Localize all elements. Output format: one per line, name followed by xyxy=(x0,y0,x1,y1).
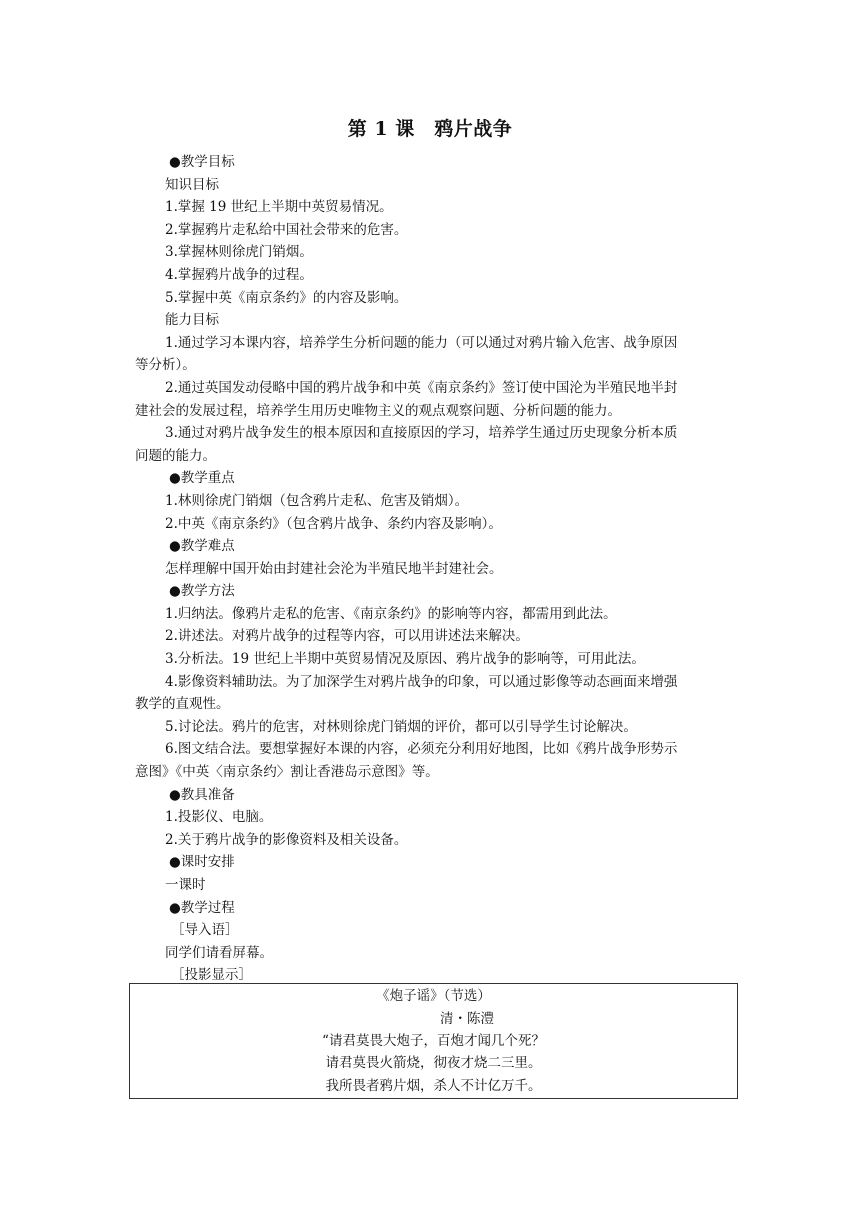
projection-label: ［投影显示］ xyxy=(171,967,252,984)
subheading-ability: 能力目标 xyxy=(165,312,219,329)
key-point-item: 2.中英《南京条约》（包含鸦片战争、条约内容及影响）。 xyxy=(165,515,502,532)
poem-line: 请君莫畏火箭烧，彻夜才烧二三里。 xyxy=(325,1055,542,1071)
knowledge-item: 1.掌握 19 世纪上半期中英贸易情况。 xyxy=(165,199,393,216)
poem-line: 我所畏者鸦片烟，杀人不计亿万千。 xyxy=(325,1078,542,1094)
method-item: 2.讲述法。对鸦片战争的过程等内容，可以用讲述法来解决。 xyxy=(165,628,529,645)
poem-box xyxy=(129,983,738,1099)
ability-item: 1.通过学习本课内容，培养学生分析问题的能力（可以通过对鸦片输入危害、战争原因 等分析）。 xyxy=(135,334,678,374)
section-heading-process: ●教学过程 xyxy=(169,899,235,916)
poem-title: 《炮子谣》（节选） xyxy=(376,988,491,1004)
method-item: 4.影像资料辅助法。为了加深学生对鸦片战争的印象，可以通过影像等动态画面来增强 教学的直观性。 xyxy=(135,673,678,713)
section-heading-key-points: ●教学重点 xyxy=(169,470,235,487)
subheading-knowledge: 知识目标 xyxy=(165,176,219,193)
section-heading-objectives: ●教学目标 xyxy=(169,154,235,170)
tool-item: 1.投影仪、电脑。 xyxy=(165,809,273,826)
intro-text: 同学们请看屏幕。 xyxy=(165,944,273,961)
ability-item: 3.通过对鸦片战争发生的根本原因和直接原因的学习，培养学生通过历史现象分析本质 问题的能力。 xyxy=(135,425,678,464)
tool-item: 2.关于鸦片战争的影像资料及相关设备。 xyxy=(165,831,408,848)
knowledge-item: 5.掌握中英《南京条约》的内容及影响。 xyxy=(165,289,408,306)
section-heading-methods: ●教学方法 xyxy=(169,583,235,600)
knowledge-item: 2.掌握鸦片走私给中国社会带来的危害。 xyxy=(165,221,408,238)
lesson-title: 第 1 课 鸦片战争 xyxy=(347,118,513,140)
intro-label: ［导入语］ xyxy=(171,922,239,939)
ability-item: 2.通过英国发动侵略中国的鸦片战争和中英《南京条约》签订使中国沦为半殖民地半封 建社会的发展过程，培养学生用历史唯物主义的观点观察问题、分析问题的能力。 xyxy=(135,379,678,419)
poem-line: “请君莫畏大炮子，百炮才闻几个死？ xyxy=(322,1033,545,1049)
section-heading-schedule: ●课时安排 xyxy=(169,854,235,871)
method-item: 5.讨论法。鸦片的危害，对林则徐虎门销烟的评价，都可以引导学生讨论解决。 xyxy=(165,718,637,735)
knowledge-item: 3.掌握林则徐虎门销烟。 xyxy=(165,244,313,261)
method-item: 1.归纳法。像鸦片走私的危害、《南京条约》的影响等内容，都需用到此法。 xyxy=(165,605,617,622)
poem-author: 清・陈澧 xyxy=(440,1011,494,1027)
lesson-content xyxy=(135,151,739,987)
difficulty-text: 怎样理解中国开始由封建社会沦为半殖民地半封建社会。 xyxy=(165,560,503,577)
schedule-text: 一课时 xyxy=(165,877,206,893)
method-item: 6.图文结合法。要想掌握好本课的内容，必须充分利用好地图，比如《鸦片战争形势示 意图》《中英〈南京条约〉割让香港岛示意图》等。 xyxy=(135,741,678,781)
section-heading-difficulty: ●教学难点 xyxy=(169,538,235,555)
section-heading-tools: ●教具准备 xyxy=(169,786,235,803)
knowledge-item: 4.掌握鸦片战争的过程。 xyxy=(165,266,313,283)
method-item: 3.分析法。19 世纪上半期中英贸易情况及原因、鸦片战争的影响等，可用此法。 xyxy=(165,651,645,668)
key-point-item: 1.林则徐虎门销烟（包含鸦片走私、危害及销烟）。 xyxy=(165,492,469,509)
